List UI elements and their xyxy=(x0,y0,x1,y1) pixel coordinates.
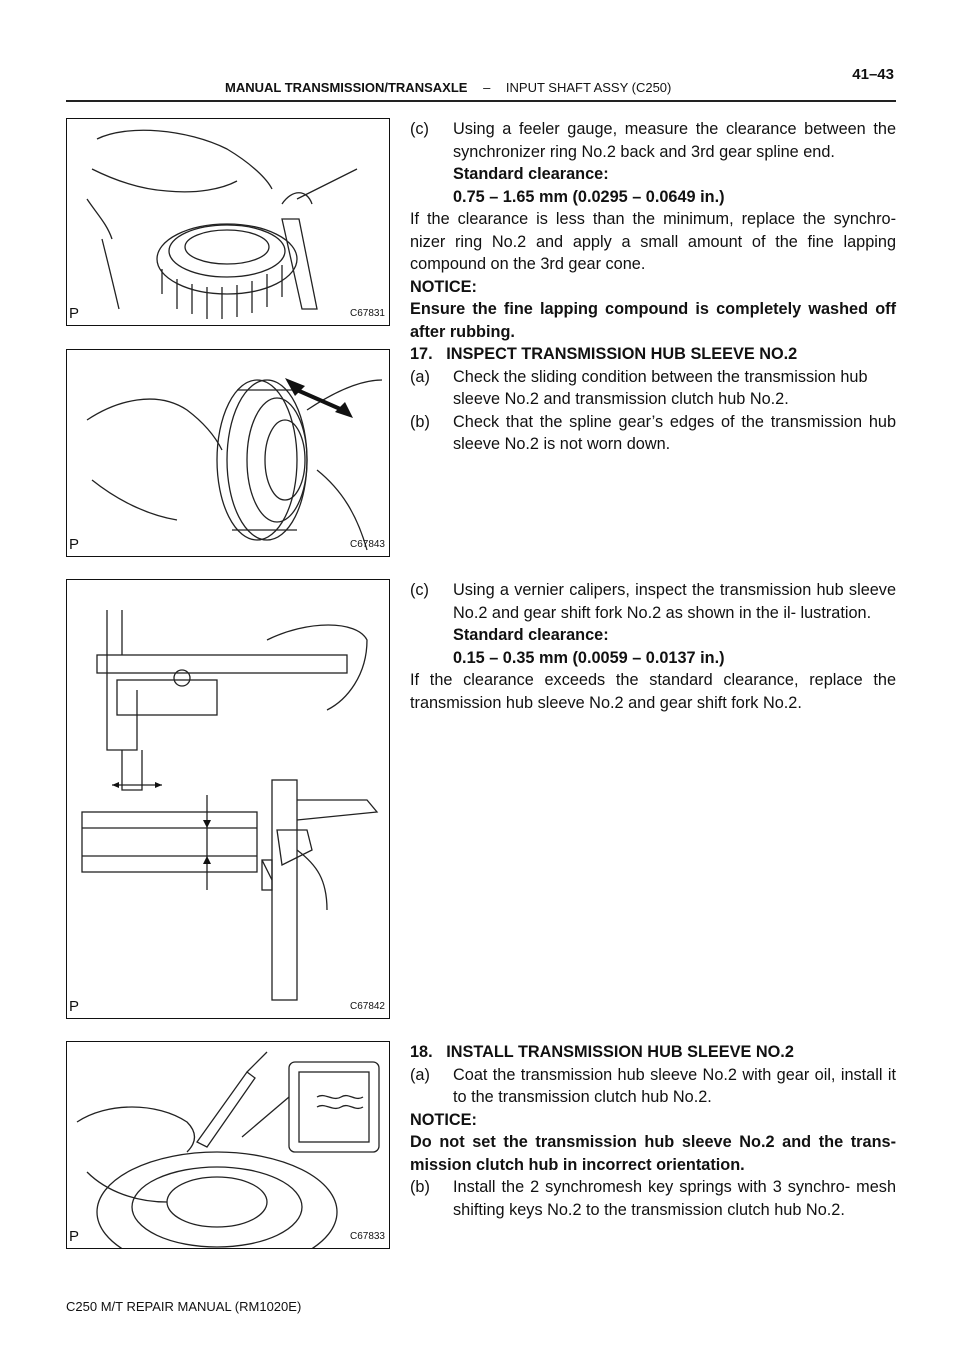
figure-code: C67842 xyxy=(349,1001,385,1012)
feeler-gauge-illustration xyxy=(67,119,389,325)
step-label: (a) xyxy=(410,367,430,386)
paragraph: If the clearance exceeds the standard clearance, replace the transmission hub sleeve No.2 and gear shift fork No.2. xyxy=(410,671,896,712)
step-b-spline xyxy=(410,411,896,456)
step-c-vernier xyxy=(410,579,896,669)
step-text: Using a feeler gauge, measure the clearance between the synchronizer ring No.2 back and 3rd gear spline end. xyxy=(453,120,896,161)
figure-install-sleeve xyxy=(66,1041,390,1249)
text-block-1 xyxy=(410,118,896,456)
figure-hub-sleeve xyxy=(66,349,390,557)
step-heading-18: 18. INSTALL TRANSMISSION HUB SLEEVE NO.2 xyxy=(410,1043,794,1061)
page-header xyxy=(66,64,896,102)
text-block-3 xyxy=(410,1041,896,1221)
notice-label: NOTICE: xyxy=(410,277,477,296)
header-separator: – xyxy=(483,80,491,95)
figure-marker: P xyxy=(69,1228,80,1245)
hub-sleeve-illustration xyxy=(67,350,389,556)
figure-feeler-gauge xyxy=(66,118,390,326)
figure-vernier-calipers xyxy=(66,579,390,1019)
step-b-install xyxy=(410,1176,896,1221)
header-title xyxy=(225,80,671,95)
step-text: Using a vernier calipers, inspect the transmission hub sleeve No.2 and gear shift fork No.2 as shown in the il- lustration. xyxy=(453,581,896,622)
figure-marker: P xyxy=(69,536,80,553)
header-section: MANUAL TRANSMISSION/TRANSAXLE xyxy=(225,80,468,95)
step-text: Check the sliding condition between the transmission hub sleeve No.2 and transmission clutch hub No.2. xyxy=(453,367,868,408)
figure-code: C67843 xyxy=(349,539,385,550)
step-label: (c) xyxy=(410,581,429,599)
figure-marker: P xyxy=(69,305,80,322)
page-footer: C250 M/T REPAIR MANUAL (RM1020E) xyxy=(66,1299,302,1314)
standard-clearance-label: Standard clearance: xyxy=(453,626,609,644)
standard-clearance-label: Standard clearance: xyxy=(453,165,609,183)
figure-code: C67831 xyxy=(349,308,385,319)
standard-clearance-value: 0.75 – 1.65 mm (0.0295 – 0.0649 in.) xyxy=(453,187,725,206)
header-subsection: INPUT SHAFT ASSY (C250) xyxy=(505,80,672,95)
notice-label: NOTICE: xyxy=(410,1110,477,1129)
notice-text: Do not set the transmission hub sleeve No.2 and the trans- mission clutch hub in incorrect orientation. xyxy=(410,1133,896,1174)
step-label: (b) xyxy=(410,1178,430,1196)
step-a-coat xyxy=(410,1064,896,1109)
step-label: (a) xyxy=(410,1065,430,1084)
step-text: Coat the transmission hub sleeve No.2 with gear oil, install it to the transmission clutch hub No.2. xyxy=(453,1065,896,1106)
notice-text: Ensure the fine lapping compound is completely washed off after rubbing. xyxy=(410,300,896,341)
figure-marker: P xyxy=(69,998,80,1015)
step-label: (c) xyxy=(410,120,429,138)
vernier-calipers-illustration xyxy=(67,580,389,1018)
step-a-sliding xyxy=(410,366,896,411)
step-c-feeler xyxy=(410,118,896,208)
paragraph: If the clearance is less than the minimum, replace the synchro- nizer ring No.2 and apply a small amount of the fine lapping compound on the 3rd gear cone. xyxy=(410,210,896,273)
text-block-2 xyxy=(410,579,896,714)
step-label: (b) xyxy=(410,412,430,431)
step-heading-17: 17. INSPECT TRANSMISSION HUB SLEEVE NO.2 xyxy=(410,345,798,363)
step-text: Install the 2 synchromesh key springs with 3 synchro- mesh shifting keys No.2 to the transmission clutch hub No.2. xyxy=(453,1178,896,1219)
page-number: 41–43 xyxy=(852,66,894,83)
step-text: Check that the spline gear’s edges of the transmission hub sleeve No.2 is not worn down. xyxy=(453,412,896,453)
standard-clearance-value: 0.15 – 0.35 mm (0.0059 – 0.0137 in.) xyxy=(453,648,725,667)
figure-code: C67833 xyxy=(349,1231,385,1242)
install-sleeve-illustration xyxy=(67,1042,389,1248)
